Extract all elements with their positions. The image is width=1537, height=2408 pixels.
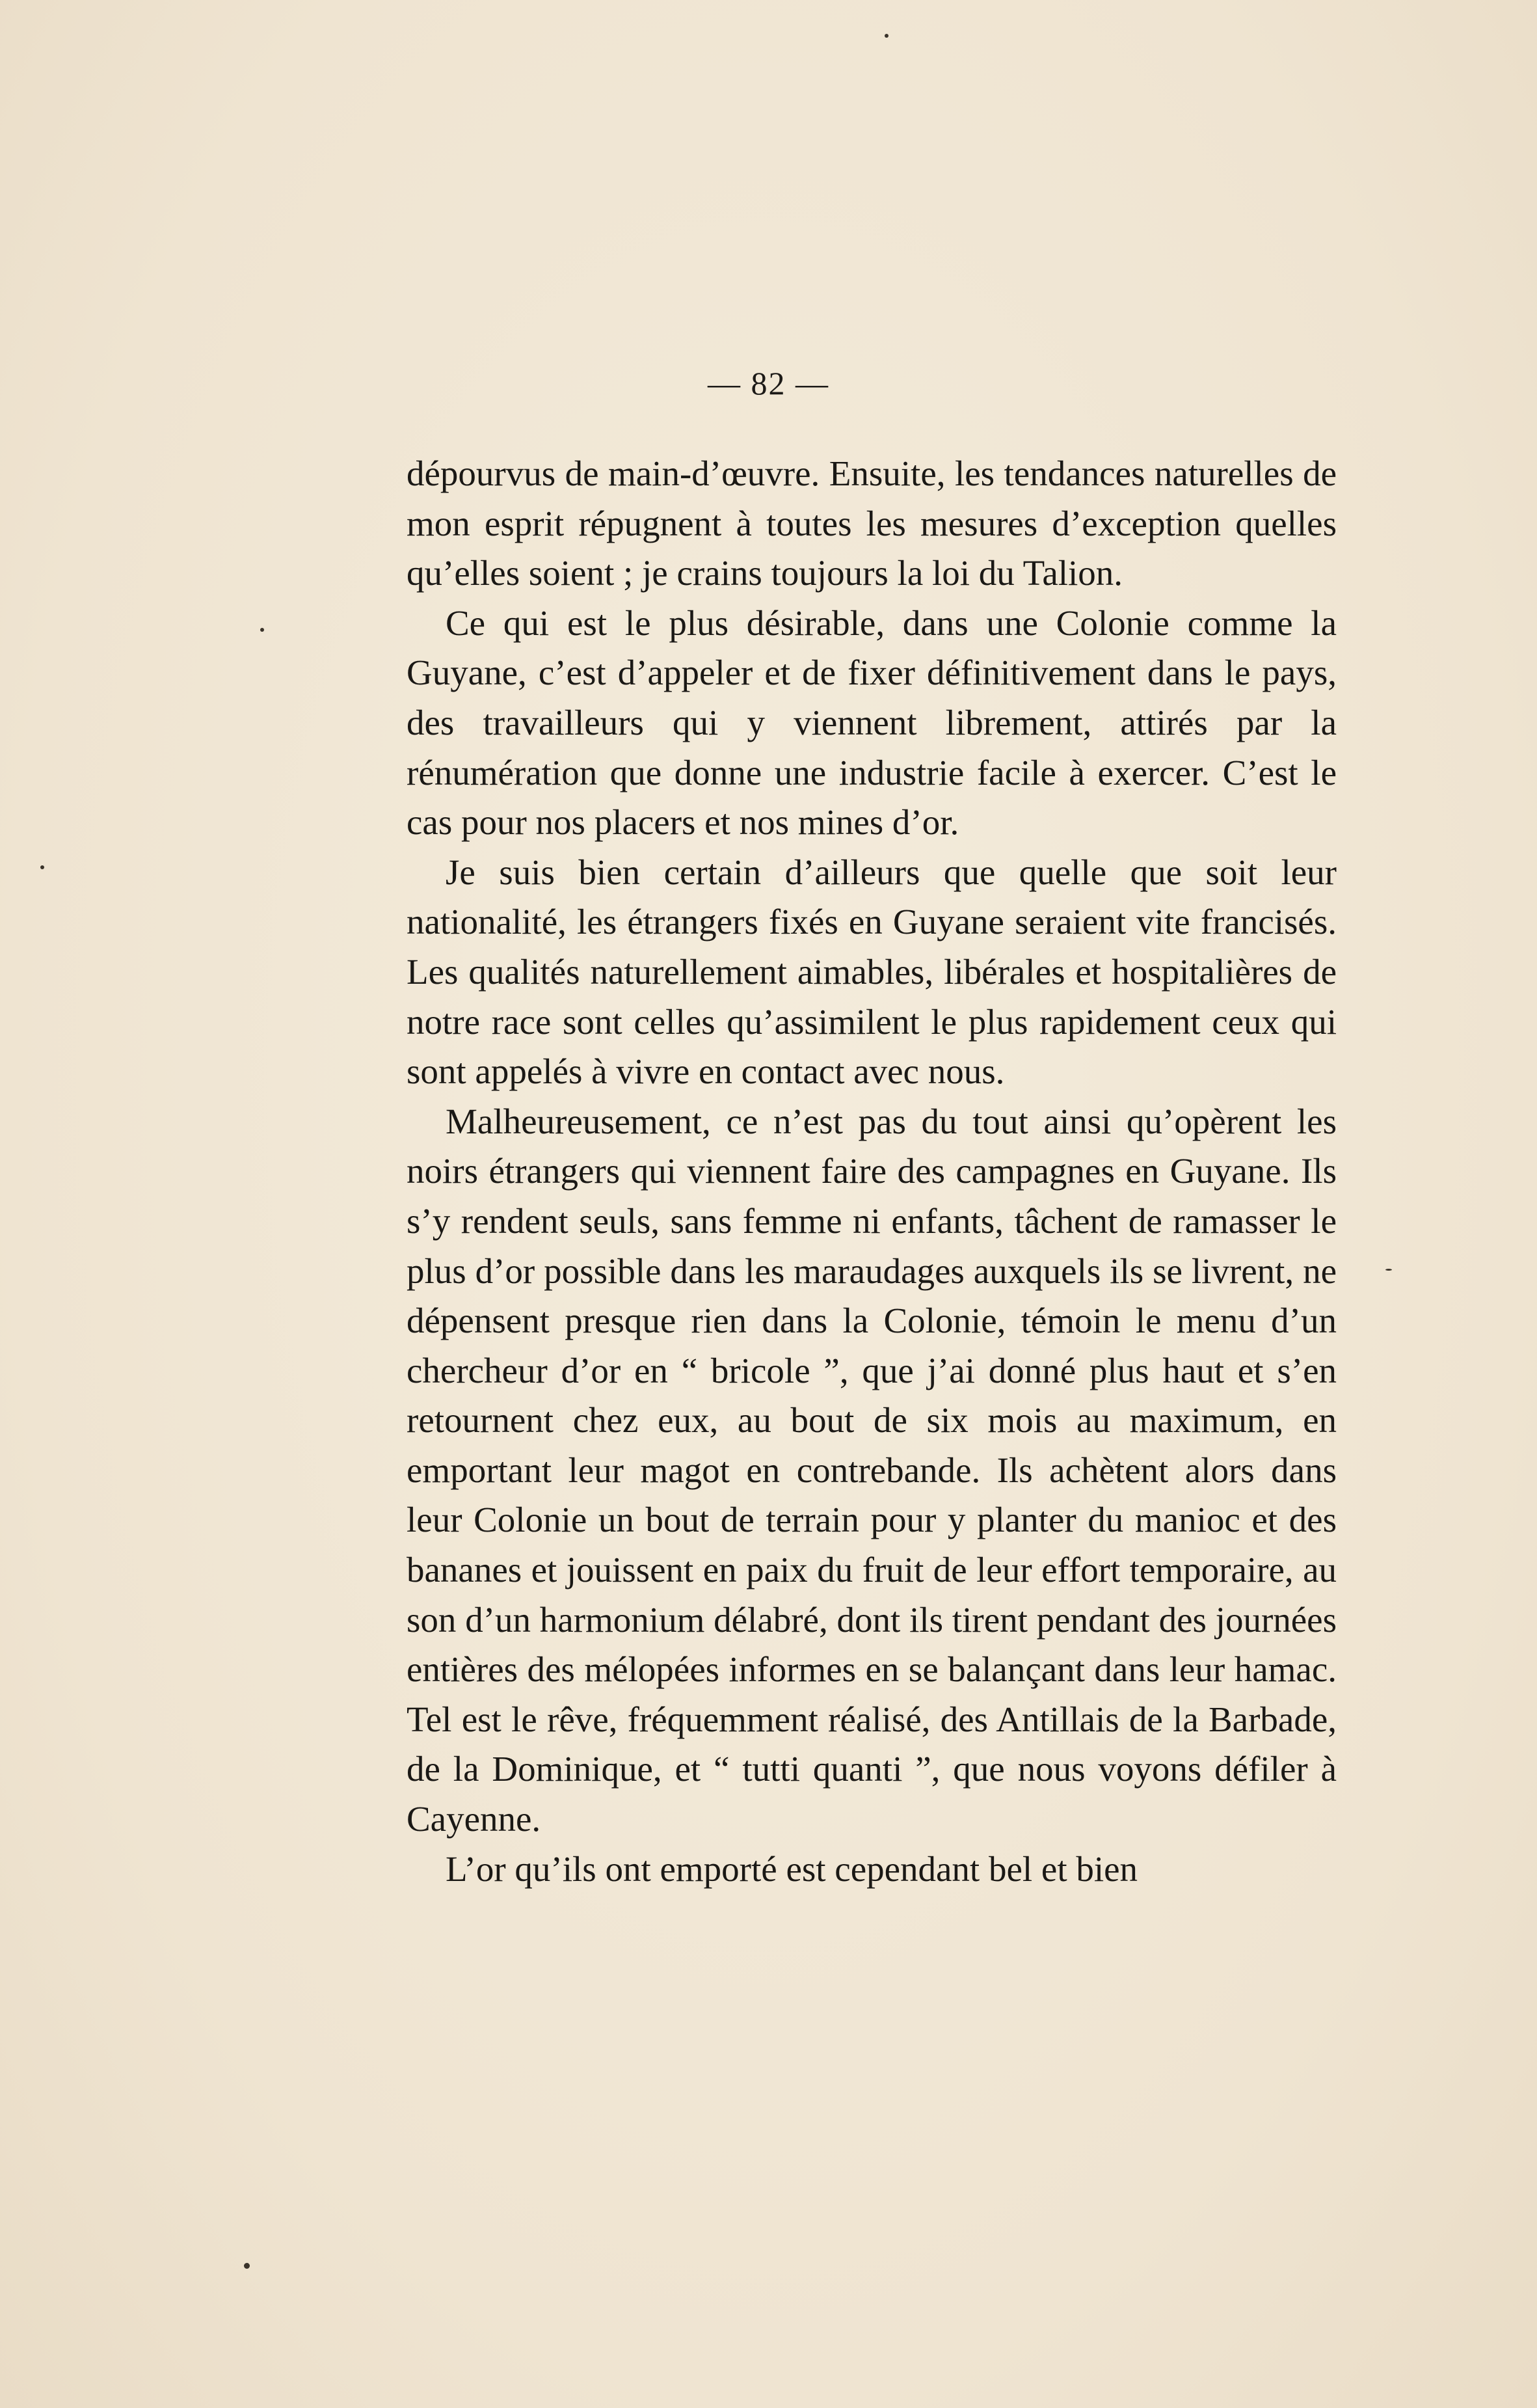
paper-speck — [244, 2263, 250, 2269]
paragraph-3: Je suis bien certain d’ailleurs que quelle que soit leur nationalité, les étrangers fixés en Guyane seraient vite francisés. Les qualités naturellement aimables, libérales et hospitalières de notre race sont celles qu’assimilent le plus rapidement ceux qui sont appelés à vivre en contact avec nous. — [407, 852, 1337, 1092]
paper-speck — [260, 628, 264, 632]
paper-speck — [40, 865, 44, 869]
paper-speck — [1385, 1269, 1392, 1271]
paragraph-4: Malheureusement, ce n’est pas du tout ainsi qu’opèrent les noirs étrangers qui viennent faire des campagnes en Guyane. Ils s’y rendent seuls, sans femme ni enfants, tâchent de ramasser le plus d’or possible dans les maraudages auxquels ils se livrent, ne dépensent presque rien dans la Colonie, témoin le menu d’un chercheur d’or en “ bricole ”, que j’ai donné plus haut et s’en retournent chez eux, au bout de six mois au maximum, en emportant leur magot en contrebande. Ils achètent alors dans leur Colonie un bout de terrain pour y planter du manioc et des bananes et jouissent en paix du fruit de leur effort temporaire, au son d’un harmonium délabré, dont ils tirent pendant des journées entières des mélopées informes en se balançant dans leur hamac. Tel est le rêve, fréquemment réalisé, des Antillais de la Barbade, de la Dominique, et “ tutti quanti ”, que nous voyons défiler à Cayenne. — [407, 1101, 1337, 1839]
body-text — [407, 449, 1337, 1894]
paragraph-5: L’or qu’ils ont emporté est cependant bel et bien — [446, 1848, 1138, 1889]
paragraph-2: Ce qui est le plus désirable, dans une Colonie comme la Guyane, c’est d’appeler et de fixer définitivement dans le pays, des travailleurs qui y viennent librement, attirés par la rénumération que donne une industrie facile à exercer. C’est le cas pour nos placers et nos mines d’or. — [407, 602, 1337, 843]
paper-speck — [885, 34, 889, 38]
page-number: — 82 — — [708, 365, 829, 401]
paragraph-1: dépourvus de main-d’œuvre. Ensuite, les tendances naturelles de mon esprit répugnent à toutes les mesures d’exception quelles qu’elles soient ; je crains toujours la loi du Talion. — [407, 453, 1337, 593]
